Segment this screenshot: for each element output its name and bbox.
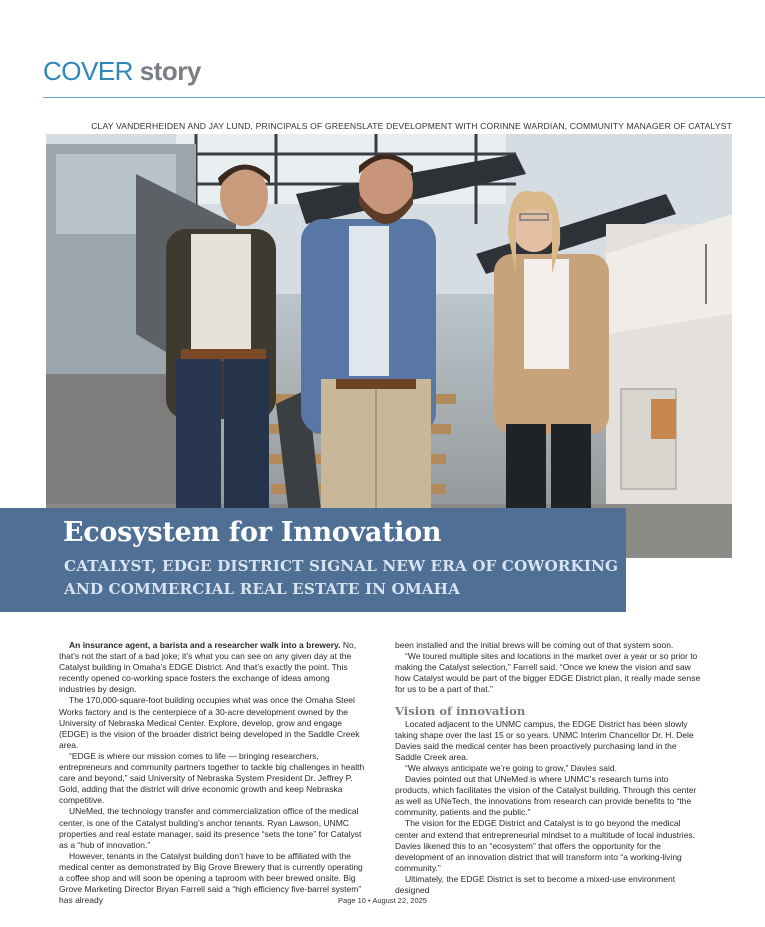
lead-rest: No, that’s not the start of a bad joke; it’s what you can see on any given day at the Catalyst building in Omaha’s EDGE District. And that’s exactly the point. This recently opened co-working space fosters the exchange of ideas among industries by design.: [59, 640, 357, 695]
section-word-story: story: [139, 56, 201, 86]
section-heading: [43, 58, 201, 84]
article-column-left: [59, 640, 367, 906]
lead-runin: An insurance agent, a barista and a researcher walk into a brewery.: [69, 640, 341, 650]
page-footer: Page 10 • August 22, 2025: [338, 896, 427, 905]
article-column-right: [395, 640, 703, 896]
body-paragraph: “EDGE is where our mission comes to life — bringing researchers, entrepreneurs and community partners together to tackle big challenges in health care and beyond,” said University of Nebraska System President Dr. Jeffrey P. Gold, adding that the district will drive economic growth and keep Nebraska competitive.: [59, 750, 365, 806]
body-paragraph: The 170,000-square-foot building occupies what was once the Omaha Steel Works factory and is the centerpiece of a 30-acre development owned by the University of Nebraska Medical Center. Explore, develop, grow and engage (EDGE) is the vision of the broader district being developed in the Saddle Creek area.: [59, 695, 360, 750]
body-paragraph: Ultimately, the EDGE District is set to become a mixed-use environment designed: [395, 873, 676, 895]
lead-paragraph: [59, 640, 367, 695]
body-paragraph: “We always anticipate we’re going to grow,” Davies said.: [405, 762, 617, 773]
article-headline: Ecosystem for Innovation: [63, 517, 442, 548]
cover-photo: [46, 134, 732, 558]
section-word-cover: COVER: [43, 56, 133, 86]
header-rule: [43, 97, 765, 98]
subheading-vision: Vision of innovation: [395, 704, 526, 719]
continued-paragraph: been installed and the initial brews will be coming out of that system soon.: [395, 640, 674, 650]
article-subhead: CATALYST, EDGE DISTRICT SIGNAL NEW ERA OF COWORKING AND COMMERCIAL REAL ESTATE IN OMAHA: [64, 557, 619, 598]
body-paragraph: However, tenants in the Catalyst building don’t have to be affiliated with the medical center as demonstrated by Big Grove Brewery that is currently operating a coffee shop and will soon be opening a taproom with beer brewed onsite. Big Grove Marketing Director Bryan Farrell said a “high efficiency five-barrel system” has already: [59, 850, 363, 906]
body-paragraph: “We toured multiple sites and locations in the market over a year or so prior to making the Catalyst selection,” Farrell said. “Once we knew the vision and saw how Catalyst would be part of the bigger EDGE District plan, it really made sense for us to be a part of that.”: [395, 651, 701, 695]
photo-caption: CLAY VANDERHEIDEN AND JAY LUND, PRINCIPALS OF GREENSLATE DEVELOPMENT WITH CORINNE WARDIAN, COMMUNITY MANAGER OF CATALYST: [91, 121, 732, 131]
body-paragraph: Located adjacent to the UNMC campus, the EDGE District has been slowly taking shape over the last 15 or so years. UNMC Interim Chancellor Dr. H. Dele Davies said the medical center has been proactively purchasing land in the Saddle Creek area.: [395, 718, 694, 762]
body-paragraph: UNeMed, the technology transfer and commercialization office of the medical center, is one of the Catalyst building’s anchor tenants. Ryan Lawson, UNMC properties and real estate manager, said its presence “sets the tone” for Catalyst as a “hub of innovation.”: [59, 806, 362, 850]
body-paragraph: The vision for the EDGE District and Catalyst is to go beyond the medical center and extend that entrepreneurial mindset to a multitude of local industries. Davies likened this to an “ecosystem” that offers the opportunity for the development of an innovation district that will transform into “a working-living community.”: [395, 818, 696, 873]
title-band: [0, 508, 626, 612]
body-paragraph: Davies pointed out that UNeMed is where UNMC’s research turns into products, which facilitates the vision of the Catalyst building. Through this center as well as UNeTech, the innovations from research can provide benefits to “the community, patients and the public.”: [395, 774, 697, 818]
